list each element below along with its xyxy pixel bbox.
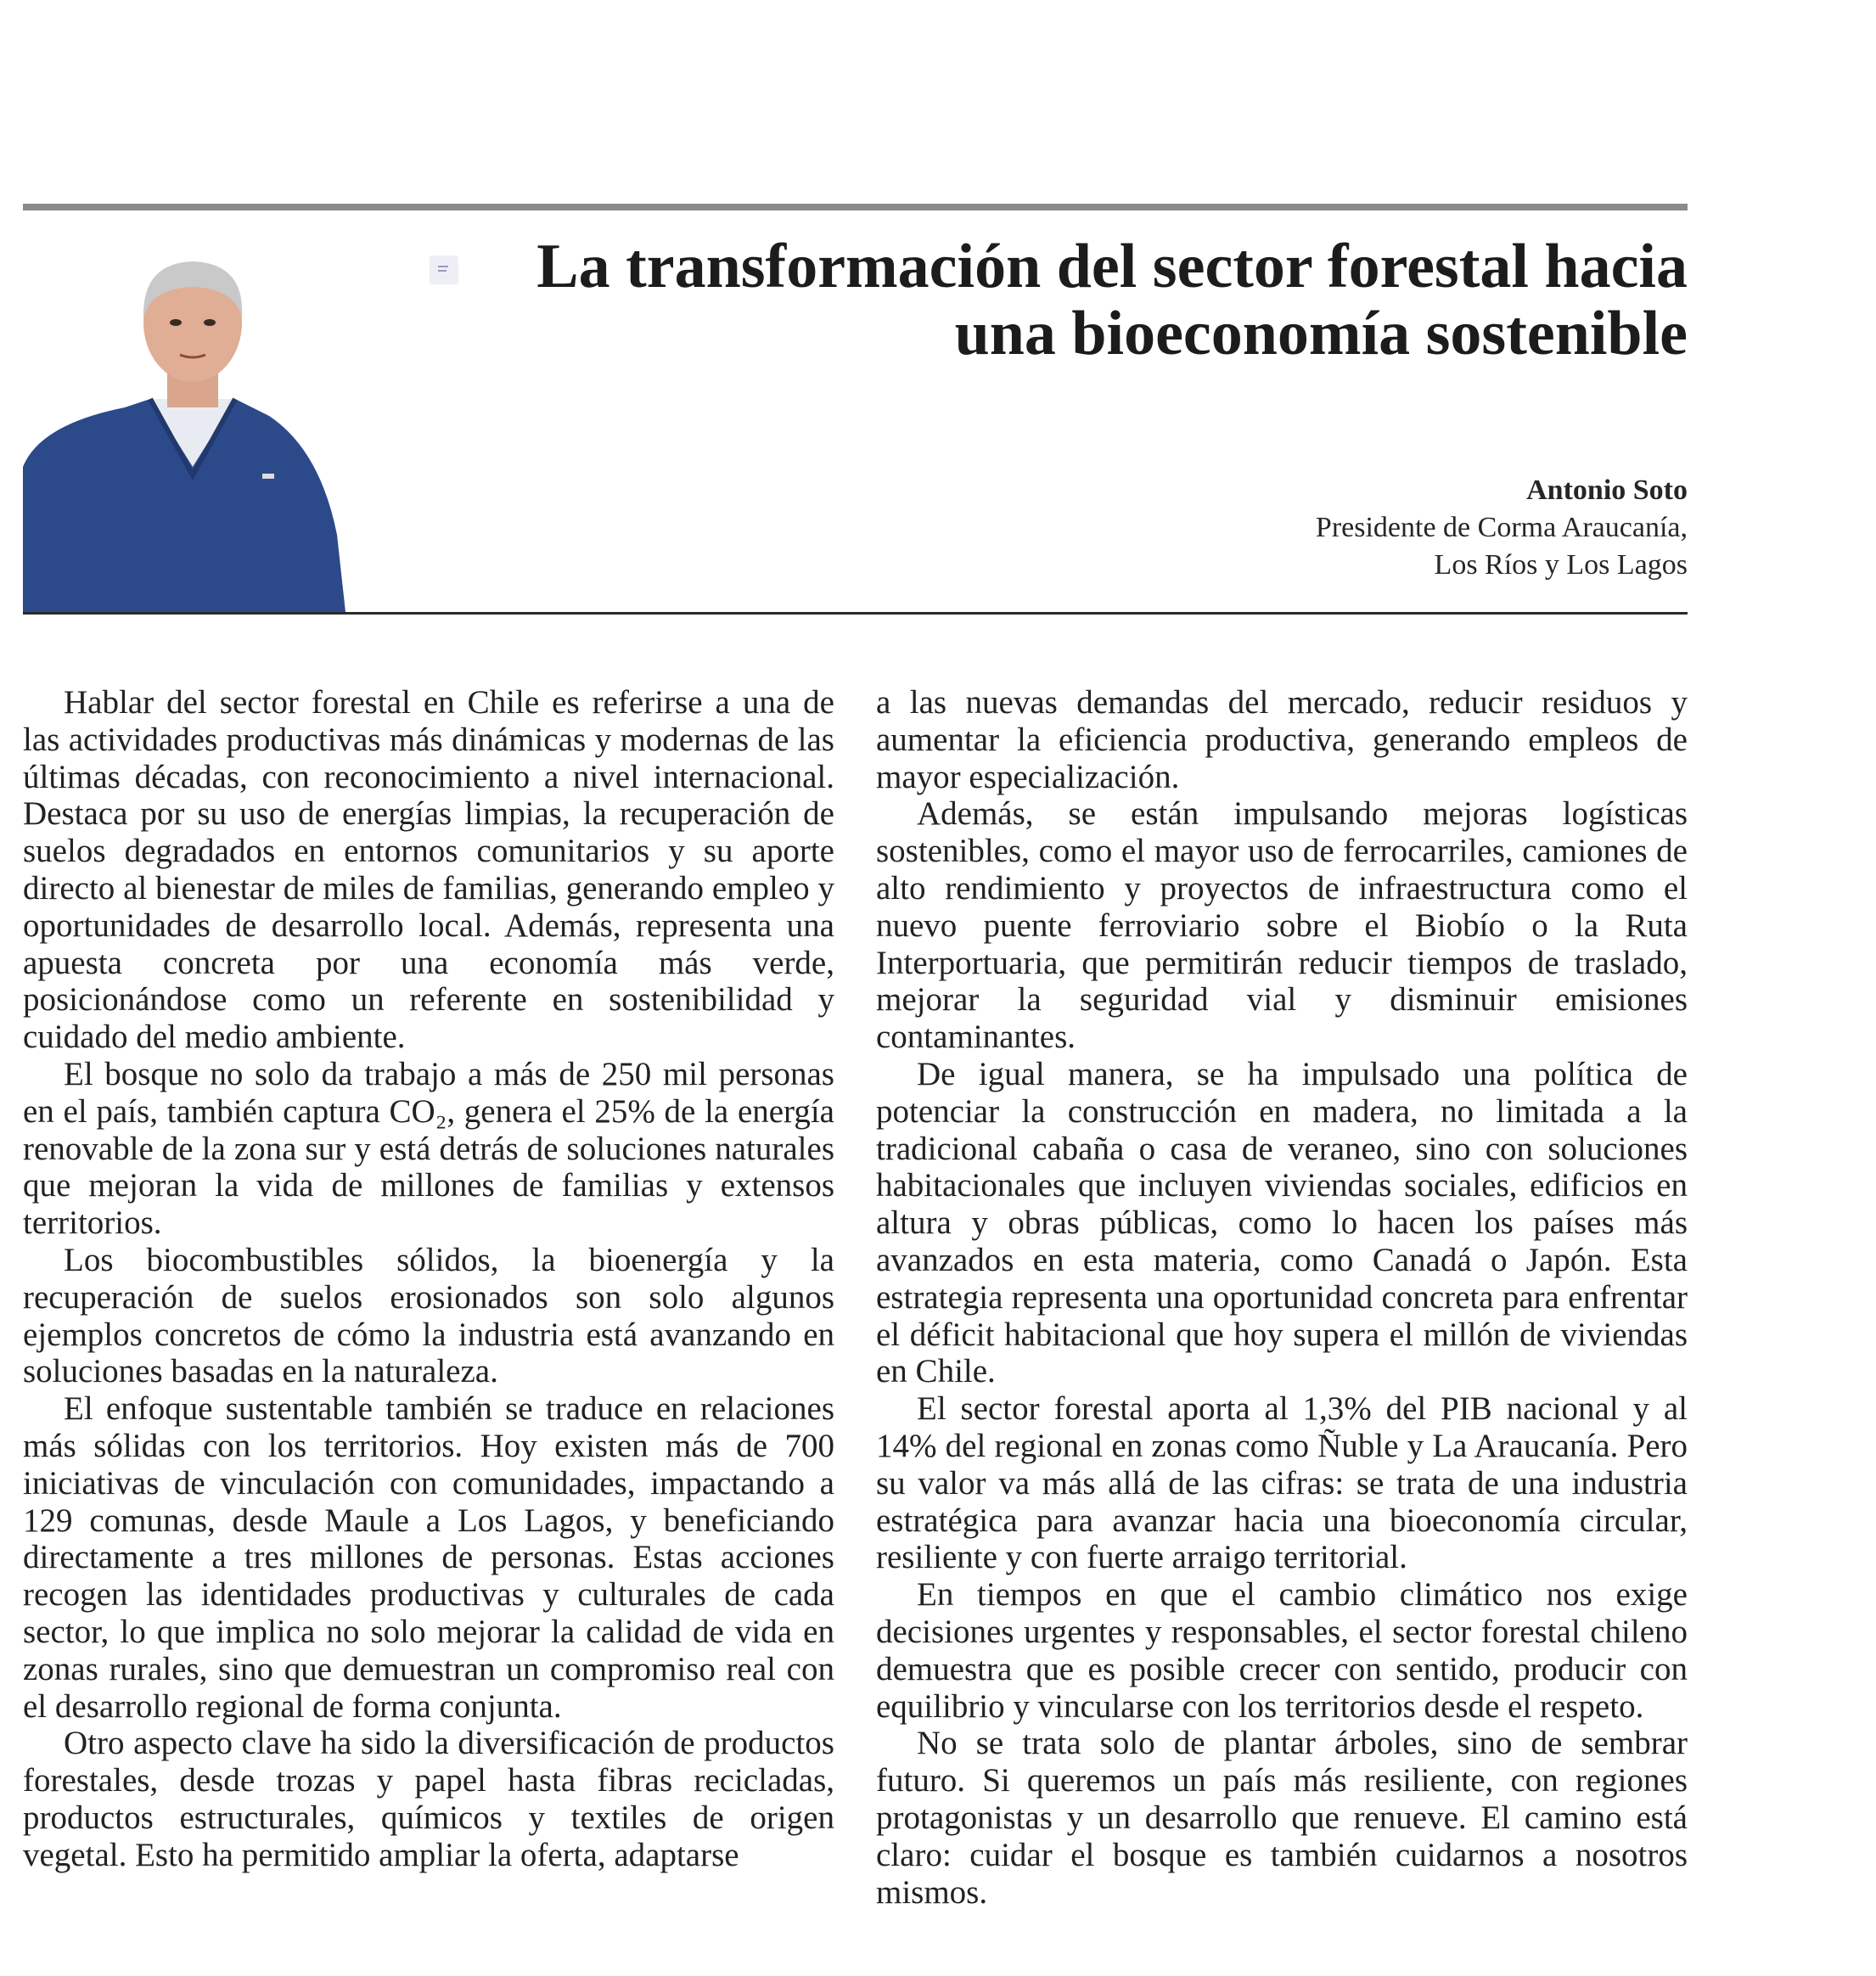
paragraph: Los biocombustibles sólidos, la bioenergía y la recuperación de suelos erosionados son solo algunos ejemplos concretos de cómo la industria está avanzando en soluciones basadas en la naturaleza. [23, 1241, 834, 1390]
article-column-right [876, 684, 1688, 1911]
paragraph: El sector forestal aporta al 1,3% del PIB nacional y al 14% del regional en zonas como Ñuble y La Araucanía. Pero su valor va más allá de las cifras: se trata de una industria estratégica para avanzar hacia una bioeconomía circular, resiliente y con fuerte arraigo territorial. [876, 1390, 1688, 1576]
portrait-photo [23, 255, 345, 612]
paragraph: En tiempos en que el cambio climático nos exige decisiones urgentes y responsables, el sector forestal chileno demuestra que es posible crecer con sentido, producir con equilibrio y vincularse con los territorios desde el respeto. [876, 1576, 1688, 1725]
paragraph: El enfoque sustentable también se traduce en relaciones más sólidas con los territorios. Hoy existen más de 700 iniciativas de vinculación con comunidades, impactando a 129 comunas, desde Maule a Los Lagos, y beneficiando directamente a tres millones de personas. Estas acciones recogen las identidades productivas y culturales de cada sector, lo que implica no solo mejorar la calidad de vida en zonas rurales, sino que demuestran un compromiso real con el desarrollo regional de forma conjunta. [23, 1390, 834, 1725]
paragraph: De igual manera, se ha impulsado una política de potenciar la construcción en madera, no limitada a la tradicional cabaña o casa de veraneo, sino con soluciones habitacionales que incluyen viviendas sociales, edificios en altura y obras públicas, como lo hacen los países más avanzados en esta materia, como Canadá o Japón. Esta estrategia representa una oportunidad concreta para enfrentar el déficit habitacional que hoy supera el millón de viviendas en Chile. [876, 1055, 1688, 1390]
paragraph: No se trata solo de plantar árboles, sino de sembrar futuro. Si queremos un país más resiliente, con regiones protagonistas y un desarrollo que renueve. El camino está claro: cuidar el bosque es también cuidarnos a nosotros mismos. [876, 1725, 1688, 1911]
top-rule [23, 204, 1688, 211]
paragraph: El bosque no solo da trabajo a más de 250 mil personas en el país, también captura CO₂, genera el 25% de la energía renovable de la zona sur y está detrás de soluciones naturales que mejoran la vida de millones de familias y extensos territorios. [23, 1055, 834, 1242]
paragraph: Además, se están impulsando mejoras logísticas sostenibles, como el mayor uso de ferrocarriles, camiones de alto rendimiento y proyectos de infraestructura como el nuevo puente ferroviario sobre el Biobío o la Ruta Interportuaria, que permitirán reducir tiempos de traslado, mejorar la seguridad vial y disminuir emisiones contaminantes. [876, 795, 1688, 1056]
header-bottom-rule [23, 612, 1688, 615]
paragraph: Hablar del sector forestal en Chile es referirse a una de las actividades productivas más dinámicas y modernas de las últimas décadas, con reconocimiento a nivel internacional. Destaca por su uso de energías limpias, la recuperación de suelos degradados en entornos comunitarios y su aporte directo al bienestar de miles de familias, generando empleo y oportunidades de desarrollo local. Además, representa una apuesta concreta por una economía más verde, posicionándose como un referente en sostenibilidad y cuidado del medio ambiente. [23, 684, 834, 1056]
headline: La transformación del sector forestal hacia una bioeconomía sostenible [536, 232, 1688, 368]
note-icon[interactable] [430, 255, 458, 284]
paragraph: Otro aspecto clave ha sido la diversificación de productos forestales, desde trozas y papel hasta fibras recicladas, productos estructurales, químicos y textiles de origen vegetal. Esto ha permitido ampliar la oferta, adaptarse [23, 1725, 834, 1873]
byline-author: Antonio Soto [1526, 474, 1688, 506]
byline-role-line2: Los Ríos y Los Lagos [1434, 549, 1688, 581]
article-column-left [23, 684, 834, 1874]
byline [1316, 472, 1688, 584]
paragraph-continuation: a las nuevas demandas del mercado, reducir residuos y aumentar la eficiencia productiva, generando empleos de mayor especialización. [876, 684, 1688, 795]
byline-role-line1: Presidente de Corma Araucanía, [1315, 512, 1688, 543]
